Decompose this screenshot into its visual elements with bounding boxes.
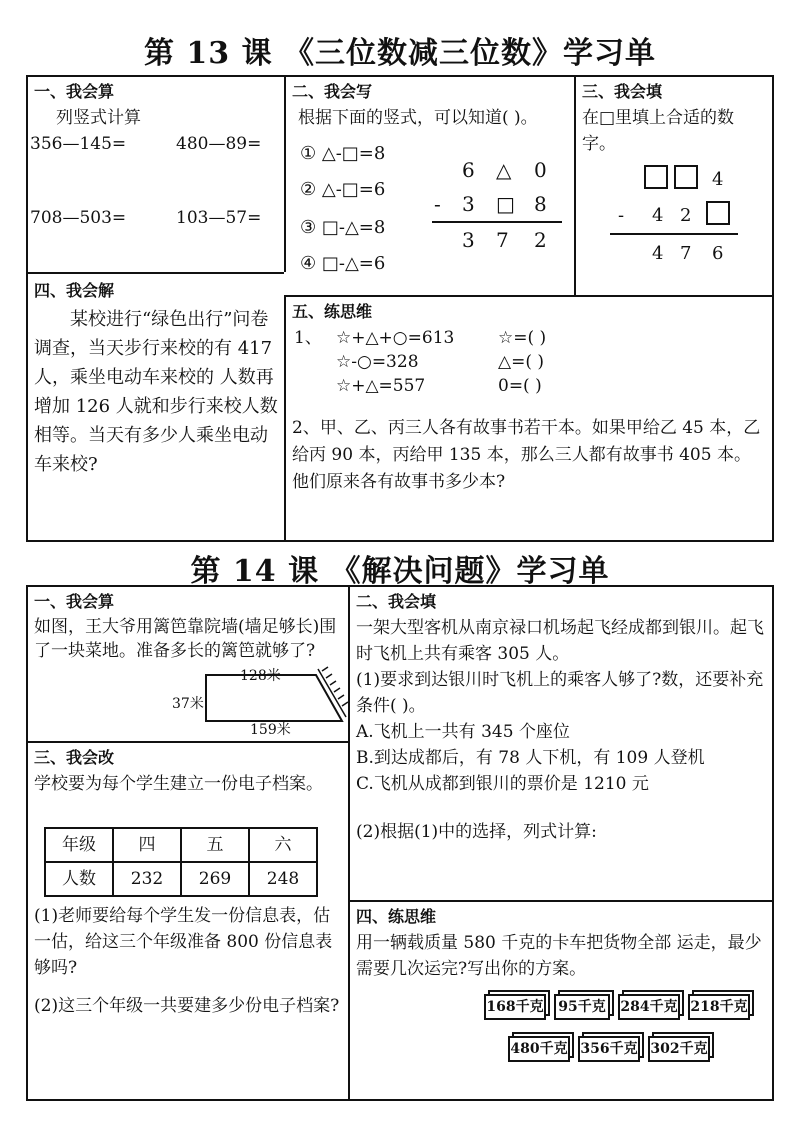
- l14-s3-heading: 三、我会改: [34, 748, 115, 767]
- l14-s2-heading: 二、我会填: [356, 592, 437, 611]
- table-row: [45, 828, 317, 862]
- l13-s2-v-row2-a: 3: [462, 192, 475, 216]
- table-cell: 四: [113, 828, 181, 862]
- l13-s2-v-row1-b: △: [496, 158, 512, 182]
- l13-s3-result-c: 6: [712, 243, 724, 264]
- l14-s1-bottom-label: 159米: [250, 722, 291, 738]
- l14-s3-table: [44, 827, 318, 897]
- cargo-box: 95千克: [554, 994, 610, 1020]
- l14-s1-text: 如图，王大爷用篱笆靠院墙(墙足够长)围了一块菜地。准备多长的篱笆就够了?: [34, 617, 337, 661]
- l13-s2-question: 根据下面的竖式，可以知道( )。: [298, 108, 538, 128]
- lesson13-title: 第 13 课 《三位数减三位数》学习单: [143, 36, 657, 71]
- l13-section2: [284, 77, 574, 272]
- l13-section1: [28, 77, 284, 272]
- l13-s1-problem-3: 708—503=: [30, 208, 127, 228]
- l13-s2-v-row2-b: □: [496, 192, 515, 216]
- l14-s3-q1: (1)老师要给每个学生发一份信息表，估一估，给这三个年级准备 800 份信息表够吗?: [34, 906, 333, 978]
- cargo-box: 218千克: [688, 994, 750, 1020]
- l13-s3-row1-last: 4: [712, 169, 724, 190]
- l13-s5-ans-1: ☆=( ): [498, 328, 547, 348]
- l13-s2-option-4: ④ □-△=6: [300, 253, 386, 272]
- l13-s2-v-result-c: 2: [534, 228, 547, 252]
- l14-s3-text: 学校要为每个学生建立一份电子档案。: [34, 774, 323, 794]
- l13-s5-eq-3: ☆+△=557: [336, 376, 426, 396]
- l14-s2-q1: (1)要求到达银川时飞机上的乘客人够了?数，还要补充条件( )。: [356, 670, 764, 716]
- l13-section4: [28, 272, 284, 540]
- cargo-box: 302千克: [648, 1036, 710, 1062]
- l14-section1: [28, 587, 348, 741]
- cargo-box: 168千克: [484, 994, 546, 1020]
- cargo-box: 480千克: [508, 1036, 570, 1062]
- l14-s1-top-label: 128米: [240, 668, 281, 684]
- l14-section4: [348, 900, 772, 1099]
- l13-s5-eq-1: ☆+△+○=613: [336, 328, 455, 348]
- l13-s2-option-3: ③ □-△=8: [300, 217, 386, 238]
- l13-s1-instruction: 列竖式计算: [56, 108, 141, 128]
- cargo-box: 356千克: [578, 1036, 640, 1062]
- l13-s2-v-row1-c: 0: [534, 158, 547, 182]
- lesson14-grid: [26, 585, 774, 1101]
- l13-s2-option-2: ② △-□=6: [300, 179, 386, 200]
- lesson14-title: 第 14 课 《解决问题》学习单: [190, 554, 610, 589]
- l13-s3-blank-3[interactable]: [706, 201, 730, 225]
- l13-section3: [574, 77, 772, 295]
- l14-s2-text: 一架大型客机从南京禄口机场起飞经成都到银川。起飞时飞机上共有乘客 305 人。: [356, 618, 764, 664]
- l14-s4-heading: 四、练思维: [356, 907, 437, 926]
- table-cell: 六: [249, 828, 317, 862]
- table-cell: 232: [113, 862, 181, 896]
- l13-s5-heading: 五、练思维: [292, 302, 373, 321]
- l13-s4-heading: 四、我会解: [34, 281, 115, 300]
- l13-s4-text: 某校进行“绿色出行”问卷调查，当天步行来校的有 417 人，乘坐电动车来校的 人数再增加 126 人就和步行来校人数相等。当天有多少人乘坐电动车来校?: [34, 309, 278, 475]
- l13-s5-eq-2: ☆-○=328: [336, 352, 419, 372]
- l14-section3: [28, 741, 348, 1099]
- l14-s2-choice-b: B.到达成都后，有 78 人下机，有 109 人登机: [356, 748, 705, 768]
- table-cell: 年级: [45, 828, 113, 862]
- l13-s2-v-line: [432, 221, 562, 223]
- l13-s1-problem-1: 356—145=: [30, 134, 127, 154]
- lesson13-grid: [26, 75, 774, 542]
- l14-s2-choice-c: C.飞机从成都到银川的票价是 1210 元: [356, 774, 649, 794]
- l14-s1-side-label: 37米: [172, 696, 204, 712]
- l13-s5-ans-3: 0=( ): [498, 376, 542, 396]
- l13-s5-q2: 2、甲、乙、丙三人各有故事书若干本。如果甲给乙 45 本，乙给丙 90 本，丙给甲 135 本，那么三人都有故事书 405 本。 他们原来各有故事书多少本?: [292, 418, 761, 492]
- table-cell: 人数: [45, 862, 113, 896]
- l13-s3-blank-1[interactable]: [644, 165, 668, 189]
- l13-s2-v-minus: -: [434, 192, 441, 216]
- l13-s2-v-result-b: 7: [496, 228, 509, 252]
- l13-s3-result-a: 4: [652, 243, 664, 264]
- l13-s3-minus: -: [618, 205, 625, 226]
- l14-section2: [348, 587, 772, 900]
- l13-s1-problem-2: 480—89=: [176, 134, 262, 154]
- table-cell: 五: [181, 828, 249, 862]
- l13-s2-option-1: ① △-□=8: [300, 143, 386, 164]
- l14-s1-heading: 一、我会算: [34, 592, 115, 611]
- table-cell: 269: [181, 862, 249, 896]
- l13-s3-heading: 三、我会填: [582, 82, 663, 101]
- l14-s2-q2: (2)根据(1)中的选择，列式计算:: [356, 822, 597, 842]
- l13-s2-v-row2-c: 8: [534, 192, 547, 216]
- l13-s2-heading: 二、我会写: [292, 82, 373, 101]
- cargo-box: 284千克: [618, 994, 680, 1020]
- l14-s4-text: 用一辆载质量 580 千克的卡车把货物全部 运走，最少需要几次运完?写出你的方案。: [356, 933, 762, 979]
- l13-s1-problem-4: 103—57=: [176, 208, 262, 228]
- l13-s2-v-result-a: 3: [462, 228, 475, 252]
- l13-s5-ans-2: △=( ): [498, 352, 544, 372]
- l14-s2-choice-a: A.飞机上一共有 345 个座位: [356, 722, 570, 742]
- l13-s3-row2-a: 4: [652, 205, 664, 226]
- l13-section5: [284, 295, 772, 540]
- table-row: [45, 862, 317, 896]
- l13-s3-row2-b: 2: [680, 205, 692, 226]
- l14-s3-q2: (2)这三个年级一共要建多少份电子档案?: [34, 996, 340, 1016]
- l13-s5-q1-label: 1、: [294, 328, 322, 348]
- l13-s2-v-row1-a: 6: [462, 158, 475, 182]
- l13-s3-line: [610, 233, 738, 235]
- table-cell: 248: [249, 862, 317, 896]
- l13-s3-blank-2[interactable]: [674, 165, 698, 189]
- l13-s1-heading: 一、我会算: [34, 82, 115, 101]
- l13-s3-result-b: 7: [680, 243, 692, 264]
- l13-s3-instruction: 在□里填上合适的数字。: [582, 108, 735, 154]
